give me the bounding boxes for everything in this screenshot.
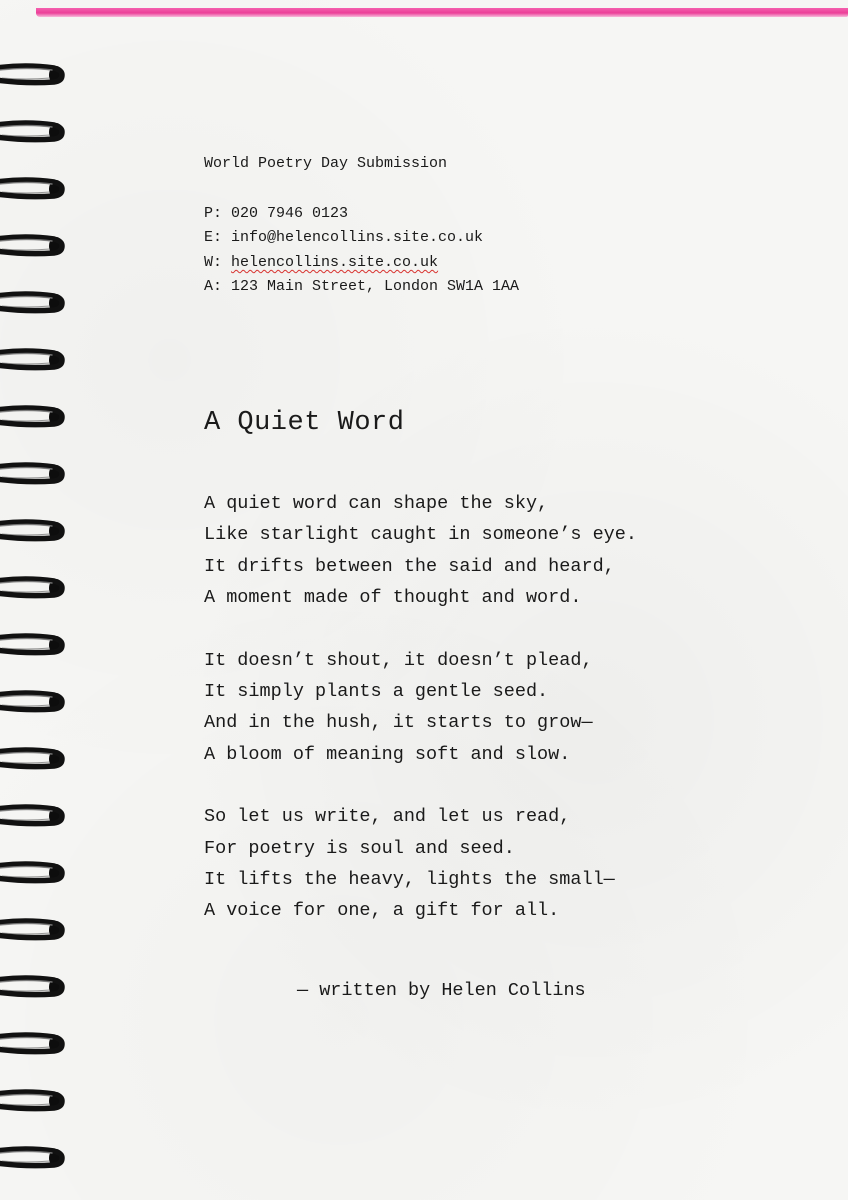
binding-ring [0, 575, 70, 601]
verse-line: It simply plants a gentle seed. [204, 680, 549, 702]
binding-ring [0, 1145, 70, 1171]
verse-line: A bloom of meaning soft and slow. [204, 743, 571, 765]
submission-title: World Poetry Day Submission [204, 155, 448, 172]
verse-line: Like starlight caught in someone’s eye. [204, 524, 637, 546]
binding-ring [0, 917, 70, 943]
binding-ring [0, 689, 70, 715]
binding-ring [0, 860, 70, 886]
address-line: A: 123 Main Street, London SW1A 1AA [204, 278, 520, 296]
verse-line: A moment made of thought and word. [204, 586, 582, 608]
verse-line: It doesn’t shout, it doesn’t plead, [204, 649, 593, 671]
binding-ring [0, 119, 70, 145]
binding-ring [0, 62, 70, 88]
verse-line: A quiet word can shape the sky, [204, 493, 549, 514]
stanza-1 [204, 488, 637, 613]
binding-ring [0, 803, 70, 829]
verse-line: And in the hush, it starts to grow— [204, 712, 593, 734]
binding-ring [0, 290, 70, 316]
email-line: E: info@helencollins.site.co.uk [204, 229, 484, 247]
binding-ring [0, 233, 70, 259]
phone-line: P: 020 7946 0123 [204, 204, 349, 222]
website-line: W: helencollins.site.co.uk [204, 253, 439, 271]
binding-ring [0, 974, 70, 1000]
contact-header [204, 152, 519, 300]
binding-ring [0, 518, 70, 544]
stanza-2 [204, 645, 637, 770]
verse-line: It lifts the heavy, lights the small— [204, 868, 615, 890]
verse-line: For poetry is soul and seed. [204, 837, 515, 859]
poem-title: A Quiet Word [204, 408, 405, 438]
website-value: helencollins.site.co.uk [231, 253, 439, 271]
verse-line: A voice for one, a gift for all. [204, 900, 560, 922]
stanza-3 [204, 801, 637, 926]
binding-ring [0, 404, 70, 430]
verse-line: So let us write, and let us read, [204, 806, 571, 828]
binding-ring [0, 746, 70, 772]
binding-ring [0, 1031, 70, 1057]
address-value: 123 Main Street, London SW1A 1AA [231, 278, 520, 296]
binding-ring [0, 347, 70, 373]
binding-ring [0, 1088, 70, 1114]
binding-ring [0, 632, 70, 658]
binding-ring [0, 461, 70, 487]
pink-marker-stripe [36, 8, 848, 17]
poem-body [204, 488, 637, 958]
spiral-binding [0, 0, 80, 1200]
phone-value: 020 7946 0123 [231, 204, 349, 222]
binding-ring [0, 176, 70, 202]
email-value: info@helencollins.site.co.uk [231, 229, 484, 247]
poem-signature: — written by Helen Collins [297, 980, 586, 1001]
verse-line: It drifts between the said and heard, [204, 555, 615, 577]
